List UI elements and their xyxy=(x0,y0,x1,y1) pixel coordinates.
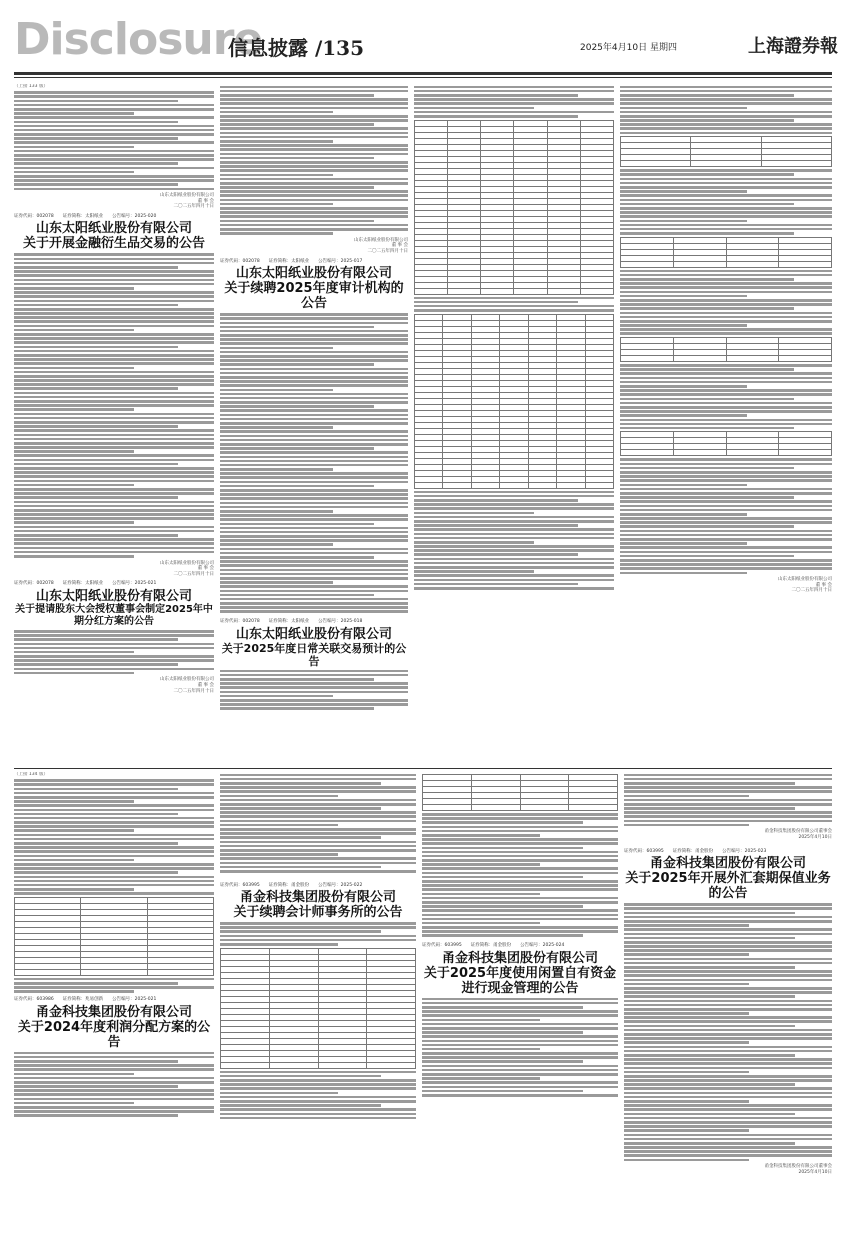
announcement-title: 关于2024年度利润分配方案的公告 xyxy=(17,1019,211,1050)
announcement-code: 证券代码：603995 证券简称：甬金股份 公告编号：2025-022 xyxy=(220,882,363,888)
company-name: 甬金科技集团股份有限公司 xyxy=(35,1004,192,1020)
announcement-code: 证券代码：603995 证券简称：甬金股份 公告编号：2025-024 xyxy=(422,943,565,949)
company-name: 山东太阳纸业股份有限公司 xyxy=(235,626,392,642)
disclosure-logo: Disclosure xyxy=(14,14,263,65)
related-party-table-1 xyxy=(620,136,832,167)
bottom-column-4 xyxy=(624,772,832,1250)
top-column-2 xyxy=(220,84,408,764)
voting-table xyxy=(14,897,214,976)
signature-block: 山东太阳纸业股份有限公司 董 事 会 二〇二五年四月十日 xyxy=(160,560,214,577)
company-name: 山东太阳纸业股份有限公司 xyxy=(235,266,392,282)
signature-block: 山东太阳纸业股份有限公司 董 事 会 二〇二五年四月十日 xyxy=(354,237,408,254)
signature-block: 甬金科技集团股份有限公司董事会 2025年4月10日 xyxy=(764,829,832,841)
announcement-auditor-renewal xyxy=(220,259,408,312)
bottom-column-3 xyxy=(422,772,618,1250)
masthead xyxy=(0,0,843,74)
signature-block: 山东太阳纸业股份有限公司 董 事 会 二〇二五年四月十日 xyxy=(160,193,214,210)
continued-marker: （上接 133 版） xyxy=(14,84,48,89)
announcement-profit-distribution xyxy=(14,997,214,1050)
announcement-code: 证券代码：002078 证券简称：太阳纸业 公告编号：2025-021 xyxy=(14,581,157,587)
related-party-table-2 xyxy=(620,237,832,268)
announcement-code: 证券代码：002078 证券简称：太阳纸业 公告编号：2025-020 xyxy=(14,213,157,219)
signature-block: 山东太阳纸业股份有限公司 董 事 会 二〇二五年四月十日 xyxy=(160,677,214,694)
top-column-1 xyxy=(14,84,214,764)
issue-date: 2025年4月10日 星期四 xyxy=(580,43,677,53)
continued-marker: （上接 134 版） xyxy=(14,772,48,777)
announcement-code: 证券代码：002078 证券简称：太阳纸业 公告编号：2025-018 xyxy=(220,619,363,625)
auditor-info-table xyxy=(220,948,416,1069)
announcement-interim-dividend xyxy=(14,581,214,628)
section-divider xyxy=(14,768,832,769)
announcement-accounting-firm xyxy=(220,883,416,921)
company-name: 山东太阳纸业股份有限公司 xyxy=(35,221,192,237)
company-name: 山东太阳纸业股份有限公司 xyxy=(35,588,192,604)
announcement-fx-hedging xyxy=(624,849,832,902)
announcement-cash-management xyxy=(422,943,618,996)
company-name: 甬金科技集团股份有限公司 xyxy=(239,890,396,906)
bottom-column-2 xyxy=(220,772,416,1250)
announcement-title: 关于2025年开展外汇套期保值业务的公告 xyxy=(625,871,831,902)
announcement-title: 关于提请股东大会授权董事会制定2025年中期分红方案的公告 xyxy=(15,603,213,627)
announcement-title: 关于续聘会计师事务所的公告 xyxy=(233,905,403,921)
announcement-code: 证券代码：603995 证券简称：甬金股份 公告编号：2025-023 xyxy=(624,848,767,854)
announcement-title: 关于2025年度日常关联交易预计的公告 xyxy=(221,641,407,668)
bottom-column-1 xyxy=(14,772,214,1250)
company-name: 甬金科技集团股份有限公司 xyxy=(649,856,806,872)
announcement-title: 关于续聘2025年度审计机构的公告 xyxy=(224,281,404,312)
announcement-title: 关于2025年度使用闲置自有资金进行现金管理的公告 xyxy=(423,965,617,996)
header-rule xyxy=(14,72,832,75)
announcement-code: 证券代码：002078 证券简称：太阳纸业 公告编号：2025-017 xyxy=(220,258,363,264)
signature-block: 山东太阳纸业股份有限公司 董 事 会 二〇二五年四月十日 xyxy=(778,577,832,594)
related-transaction-table xyxy=(414,120,614,295)
announcement-code: 证券代码：603986 证券简称：兆易创新 公告编号：2025-021 xyxy=(14,997,157,1002)
signature-block-final: 甬金科技集团股份有限公司董事会 2025年4月10日 xyxy=(764,1164,832,1175)
announcement-related-transactions xyxy=(220,619,408,668)
announcement-financial-derivatives xyxy=(14,214,214,252)
header-rule-thin xyxy=(14,77,832,78)
top-column-3 xyxy=(414,84,614,764)
related-party-table-4 xyxy=(620,431,832,456)
related-party-table-3 xyxy=(620,337,832,362)
audit-fee-table xyxy=(422,774,618,811)
related-transaction-table-2 xyxy=(414,314,614,489)
newspaper-name: 上海證券報 xyxy=(748,36,838,57)
announcement-title: 关于开展金融衍生品交易的公告 xyxy=(22,236,205,252)
company-name: 甬金科技集团股份有限公司 xyxy=(441,950,598,966)
top-column-4 xyxy=(620,84,832,764)
section-title: 信息披露 /135 xyxy=(228,36,365,60)
